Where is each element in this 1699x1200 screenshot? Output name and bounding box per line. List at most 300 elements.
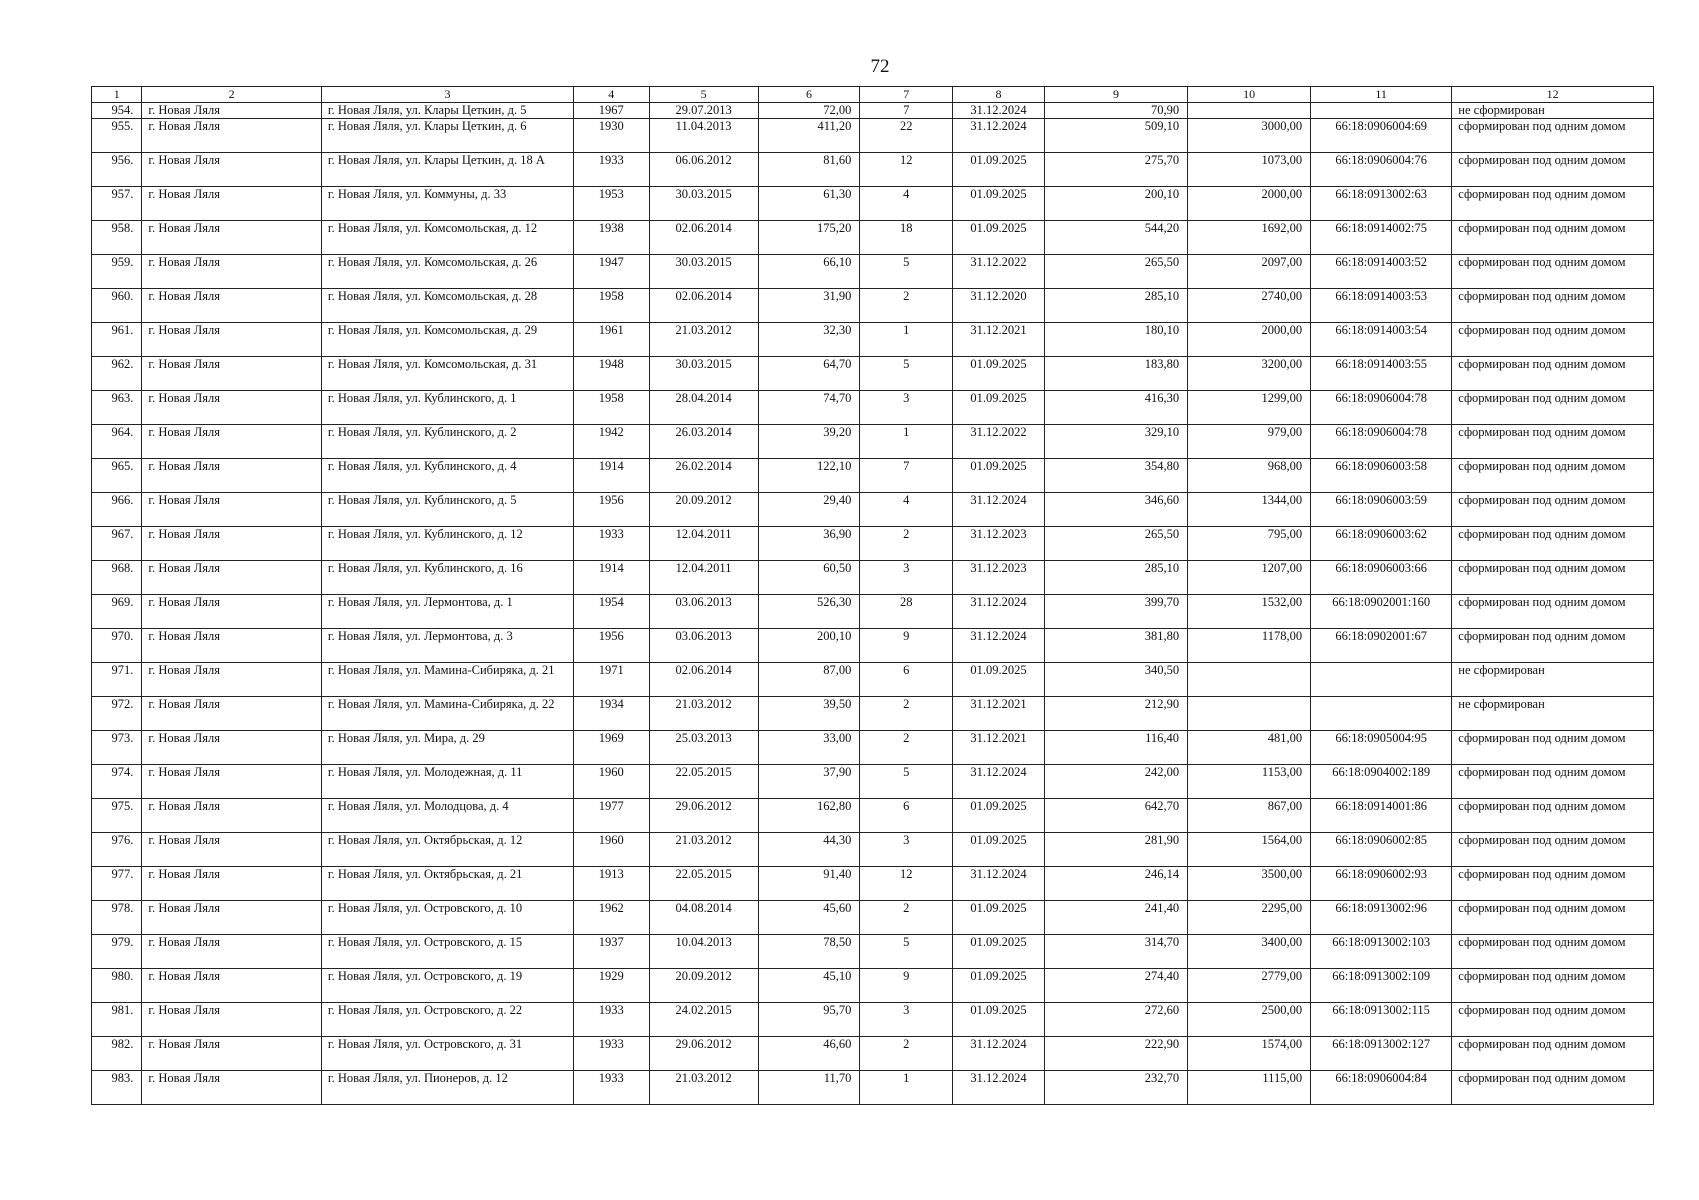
deadline-date-cell: 31.12.2021 — [953, 697, 1045, 731]
settlement-cell: г. Новая Ляля — [142, 323, 321, 357]
cadastral-number-cell: 66:18:0906003:62 — [1311, 527, 1452, 561]
cadastral-number-cell: 66:18:0906004:76 — [1311, 153, 1452, 187]
total-area-cell: 281,90 — [1044, 833, 1187, 867]
row-number-cell: 954. — [92, 103, 142, 119]
area-cell: 11,70 — [758, 1071, 860, 1105]
build-year-cell: 1960 — [573, 765, 649, 799]
settlement-cell: г. Новая Ляля — [142, 221, 321, 255]
area-cell: 61,30 — [758, 187, 860, 221]
row-number-cell: 979. — [92, 935, 142, 969]
row-number-cell: 976. — [92, 833, 142, 867]
land-status-cell: сформирован под одним домом — [1452, 901, 1654, 935]
total-area-cell: 642,70 — [1044, 799, 1187, 833]
residents-cell: 12 — [860, 153, 953, 187]
build-year-cell: 1933 — [573, 527, 649, 561]
area-cell: 74,70 — [758, 391, 860, 425]
column-index-row — [92, 87, 1654, 103]
total-area-cell: 354,80 — [1044, 459, 1187, 493]
total-area-cell: 285,10 — [1044, 289, 1187, 323]
residents-cell: 5 — [860, 765, 953, 799]
land-status-cell: сформирован под одним домом — [1452, 153, 1654, 187]
address-cell: г. Новая Ляля, ул. Комсомольская, д. 28 — [321, 289, 573, 323]
area-cell: 31,90 — [758, 289, 860, 323]
cadastral-number-cell: 66:18:0913002:115 — [1311, 1003, 1452, 1037]
settlement-cell: г. Новая Ляля — [142, 935, 321, 969]
area-cell: 411,20 — [758, 119, 860, 153]
area-cell: 526,30 — [758, 595, 860, 629]
table-row — [92, 1071, 1654, 1105]
row-number-cell: 983. — [92, 1071, 142, 1105]
land-status-cell: сформирован под одним домом — [1452, 221, 1654, 255]
deadline-date-cell: 31.12.2024 — [953, 103, 1045, 119]
build-year-cell: 1971 — [573, 663, 649, 697]
land-status-cell: сформирован под одним домом — [1452, 969, 1654, 1003]
address-cell: г. Новая Ляля, ул. Молодцова, д. 4 — [321, 799, 573, 833]
area-cell: 122,10 — [758, 459, 860, 493]
residents-cell: 28 — [860, 595, 953, 629]
residents-cell: 3 — [860, 391, 953, 425]
total-area-cell: 275,70 — [1044, 153, 1187, 187]
deadline-date-cell: 31.12.2022 — [953, 255, 1045, 289]
deadline-date-cell: 01.09.2025 — [953, 391, 1045, 425]
row-number-cell: 973. — [92, 731, 142, 765]
settlement-cell: г. Новая Ляля — [142, 187, 321, 221]
table-row — [92, 799, 1654, 833]
total-area-cell: 222,90 — [1044, 1037, 1187, 1071]
cadastral-number-cell: 66:18:0902001:160 — [1311, 595, 1452, 629]
area-cell: 81,60 — [758, 153, 860, 187]
address-cell: г. Новая Ляля, ул. Клары Цеткин, д. 5 — [321, 103, 573, 119]
row-number-cell: 960. — [92, 289, 142, 323]
residents-cell: 5 — [860, 935, 953, 969]
inspection-date-cell: 29.06.2012 — [649, 799, 758, 833]
row-number-cell: 965. — [92, 459, 142, 493]
land-status-cell: сформирован под одним домом — [1452, 629, 1654, 663]
total-area-cell: 544,20 — [1044, 221, 1187, 255]
table-row — [92, 323, 1654, 357]
area-cell: 95,70 — [758, 1003, 860, 1037]
row-number-cell: 968. — [92, 561, 142, 595]
inspection-date-cell: 30.03.2015 — [649, 357, 758, 391]
land-status-cell: сформирован под одним домом — [1452, 799, 1654, 833]
address-cell: г. Новая Ляля, ул. Кублинского, д. 1 — [321, 391, 573, 425]
row-number-cell: 969. — [92, 595, 142, 629]
deadline-date-cell: 31.12.2024 — [953, 1037, 1045, 1071]
total-area-cell: 70,90 — [1044, 103, 1187, 119]
settlement-cell: г. Новая Ляля — [142, 867, 321, 901]
column-index-12: 12 — [1452, 87, 1654, 103]
table-row — [92, 357, 1654, 391]
build-year-cell: 1934 — [573, 697, 649, 731]
build-year-cell: 1969 — [573, 731, 649, 765]
settlement-cell: г. Новая Ляля — [142, 119, 321, 153]
cadastral-number-cell: 66:18:0914003:55 — [1311, 357, 1452, 391]
settlement-cell: г. Новая Ляля — [142, 425, 321, 459]
land-area-cell: 1178,00 — [1188, 629, 1311, 663]
area-cell: 46,60 — [758, 1037, 860, 1071]
inspection-date-cell: 02.06.2014 — [649, 289, 758, 323]
residents-cell: 7 — [860, 103, 953, 119]
land-status-cell: сформирован под одним домом — [1452, 119, 1654, 153]
table-row — [92, 221, 1654, 255]
cadastral-number-cell — [1311, 697, 1452, 731]
residents-cell: 6 — [860, 663, 953, 697]
build-year-cell: 1929 — [573, 969, 649, 1003]
area-cell: 64,70 — [758, 357, 860, 391]
build-year-cell: 1956 — [573, 629, 649, 663]
row-number-cell: 964. — [92, 425, 142, 459]
total-area-cell: 329,10 — [1044, 425, 1187, 459]
row-number-cell: 962. — [92, 357, 142, 391]
total-area-cell: 416,30 — [1044, 391, 1187, 425]
address-cell: г. Новая Ляля, ул. Октябрьская, д. 21 — [321, 867, 573, 901]
residents-cell: 3 — [860, 561, 953, 595]
row-number-cell: 958. — [92, 221, 142, 255]
land-area-cell: 2097,00 — [1188, 255, 1311, 289]
total-area-cell: 242,00 — [1044, 765, 1187, 799]
land-status-cell: сформирован под одним домом — [1452, 1071, 1654, 1105]
total-area-cell: 272,60 — [1044, 1003, 1187, 1037]
column-index-5: 5 — [649, 87, 758, 103]
land-area-cell: 2740,00 — [1188, 289, 1311, 323]
land-area-cell — [1188, 103, 1311, 119]
column-index-3: 3 — [321, 87, 573, 103]
cadastral-number-cell: 66:18:0906003:66 — [1311, 561, 1452, 595]
land-area-cell: 1153,00 — [1188, 765, 1311, 799]
table-row — [92, 595, 1654, 629]
build-year-cell: 1938 — [573, 221, 649, 255]
land-area-cell: 3000,00 — [1188, 119, 1311, 153]
land-status-cell: сформирован под одним домом — [1452, 323, 1654, 357]
cadastral-number-cell: 66:18:0906002:85 — [1311, 833, 1452, 867]
address-cell: г. Новая Ляля, ул. Пионеров, д. 12 — [321, 1071, 573, 1105]
address-cell: г. Новая Ляля, ул. Комсомольская, д. 12 — [321, 221, 573, 255]
inspection-date-cell: 12.04.2011 — [649, 527, 758, 561]
deadline-date-cell: 31.12.2024 — [953, 867, 1045, 901]
settlement-cell: г. Новая Ляля — [142, 255, 321, 289]
inspection-date-cell: 20.09.2012 — [649, 969, 758, 1003]
inspection-date-cell: 02.06.2014 — [649, 221, 758, 255]
build-year-cell: 1967 — [573, 103, 649, 119]
build-year-cell: 1961 — [573, 323, 649, 357]
inspection-date-cell: 12.04.2011 — [649, 561, 758, 595]
address-cell: г. Новая Ляля, ул. Островского, д. 31 — [321, 1037, 573, 1071]
residents-cell: 1 — [860, 323, 953, 357]
land-status-cell: сформирован под одним домом — [1452, 935, 1654, 969]
table-row — [92, 833, 1654, 867]
area-cell: 36,90 — [758, 527, 860, 561]
address-cell: г. Новая Ляля, ул. Мамина-Сибиряка, д. 22 — [321, 697, 573, 731]
settlement-cell: г. Новая Ляля — [142, 527, 321, 561]
land-status-cell: сформирован под одним домом — [1452, 527, 1654, 561]
address-cell: г. Новая Ляля, ул. Лермонтова, д. 1 — [321, 595, 573, 629]
address-cell: г. Новая Ляля, ул. Клары Цеткин, д. 18 А — [321, 153, 573, 187]
deadline-date-cell: 01.09.2025 — [953, 357, 1045, 391]
total-area-cell: 265,50 — [1044, 527, 1187, 561]
area-cell: 66,10 — [758, 255, 860, 289]
settlement-cell: г. Новая Ляля — [142, 697, 321, 731]
cadastral-number-cell: 66:18:0913002:109 — [1311, 969, 1452, 1003]
table-row — [92, 629, 1654, 663]
settlement-cell: г. Новая Ляля — [142, 357, 321, 391]
residents-cell: 3 — [860, 833, 953, 867]
land-area-cell: 3400,00 — [1188, 935, 1311, 969]
land-status-cell: сформирован под одним домом — [1452, 595, 1654, 629]
settlement-cell: г. Новая Ляля — [142, 969, 321, 1003]
inspection-date-cell: 25.03.2013 — [649, 731, 758, 765]
address-cell: г. Новая Ляля, ул. Островского, д. 10 — [321, 901, 573, 935]
deadline-date-cell: 31.12.2021 — [953, 323, 1045, 357]
land-status-cell: сформирован под одним домом — [1452, 425, 1654, 459]
inspection-date-cell: 03.06.2013 — [649, 629, 758, 663]
area-cell: 45,10 — [758, 969, 860, 1003]
deadline-date-cell: 01.09.2025 — [953, 833, 1045, 867]
area-cell: 33,00 — [758, 731, 860, 765]
total-area-cell: 285,10 — [1044, 561, 1187, 595]
inspection-date-cell: 22.05.2015 — [649, 765, 758, 799]
inspection-date-cell: 04.08.2014 — [649, 901, 758, 935]
address-cell: г. Новая Ляля, ул. Островского, д. 22 — [321, 1003, 573, 1037]
cadastral-number-cell: 66:18:0906004:69 — [1311, 119, 1452, 153]
column-index-11: 11 — [1311, 87, 1452, 103]
area-cell: 29,40 — [758, 493, 860, 527]
inspection-date-cell: 22.05.2015 — [649, 867, 758, 901]
area-cell: 32,30 — [758, 323, 860, 357]
column-index-8: 8 — [953, 87, 1045, 103]
table-row — [92, 255, 1654, 289]
build-year-cell: 1956 — [573, 493, 649, 527]
row-number-cell: 959. — [92, 255, 142, 289]
row-number-cell: 982. — [92, 1037, 142, 1071]
settlement-cell: г. Новая Ляля — [142, 833, 321, 867]
area-cell: 200,10 — [758, 629, 860, 663]
settlement-cell: г. Новая Ляля — [142, 391, 321, 425]
total-area-cell: 340,50 — [1044, 663, 1187, 697]
cadastral-number-cell: 66:18:0906004:84 — [1311, 1071, 1452, 1105]
settlement-cell: г. Новая Ляля — [142, 731, 321, 765]
cadastral-number-cell: 66:18:0905004:95 — [1311, 731, 1452, 765]
address-cell: г. Новая Ляля, ул. Островского, д. 19 — [321, 969, 573, 1003]
land-area-cell: 867,00 — [1188, 799, 1311, 833]
land-status-cell: не сформирован — [1452, 663, 1654, 697]
settlement-cell: г. Новая Ляля — [142, 1071, 321, 1105]
row-number-cell: 961. — [92, 323, 142, 357]
row-number-cell: 971. — [92, 663, 142, 697]
settlement-cell: г. Новая Ляля — [142, 459, 321, 493]
inspection-date-cell: 26.02.2014 — [649, 459, 758, 493]
land-area-cell: 2295,00 — [1188, 901, 1311, 935]
table-row — [92, 119, 1654, 153]
land-status-cell: сформирован под одним домом — [1452, 765, 1654, 799]
table-row — [92, 459, 1654, 493]
land-status-cell: не сформирован — [1452, 697, 1654, 731]
cadastral-number-cell: 66:18:0914003:54 — [1311, 323, 1452, 357]
cadastral-number-cell: 66:18:0906003:59 — [1311, 493, 1452, 527]
deadline-date-cell: 01.09.2025 — [953, 969, 1045, 1003]
address-cell: г. Новая Ляля, ул. Коммуны, д. 33 — [321, 187, 573, 221]
residents-cell: 5 — [860, 357, 953, 391]
cadastral-number-cell: 66:18:0914003:53 — [1311, 289, 1452, 323]
residents-cell: 9 — [860, 969, 953, 1003]
table-row — [92, 969, 1654, 1003]
address-cell: г. Новая Ляля, ул. Кублинского, д. 5 — [321, 493, 573, 527]
area-cell: 72,00 — [758, 103, 860, 119]
cadastral-number-cell: 66:18:0914002:75 — [1311, 221, 1452, 255]
housing-table — [91, 86, 1654, 1105]
land-area-cell: 2779,00 — [1188, 969, 1311, 1003]
page-number: 72 — [870, 56, 890, 77]
land-area-cell: 979,00 — [1188, 425, 1311, 459]
table-row — [92, 289, 1654, 323]
cadastral-number-cell: 66:18:0913002:127 — [1311, 1037, 1452, 1071]
area-cell: 37,90 — [758, 765, 860, 799]
build-year-cell: 1962 — [573, 901, 649, 935]
area-cell: 78,50 — [758, 935, 860, 969]
column-index-6: 6 — [758, 87, 860, 103]
table-row — [92, 867, 1654, 901]
total-area-cell: 274,40 — [1044, 969, 1187, 1003]
total-area-cell: 381,80 — [1044, 629, 1187, 663]
total-area-cell: 246,14 — [1044, 867, 1187, 901]
residents-cell: 6 — [860, 799, 953, 833]
total-area-cell: 314,70 — [1044, 935, 1187, 969]
address-cell: г. Новая Ляля, ул. Лермонтова, д. 3 — [321, 629, 573, 663]
deadline-date-cell: 31.12.2022 — [953, 425, 1045, 459]
table-row — [92, 187, 1654, 221]
build-year-cell: 1933 — [573, 153, 649, 187]
table-row — [92, 663, 1654, 697]
inspection-date-cell: 24.02.2015 — [649, 1003, 758, 1037]
inspection-date-cell: 29.07.2013 — [649, 103, 758, 119]
land-area-cell: 1344,00 — [1188, 493, 1311, 527]
inspection-date-cell: 20.09.2012 — [649, 493, 758, 527]
cadastral-number-cell: 66:18:0904002:189 — [1311, 765, 1452, 799]
total-area-cell: 241,40 — [1044, 901, 1187, 935]
area-cell: 39,50 — [758, 697, 860, 731]
settlement-cell: г. Новая Ляля — [142, 1037, 321, 1071]
residents-cell: 2 — [860, 1037, 953, 1071]
total-area-cell: 509,10 — [1044, 119, 1187, 153]
inspection-date-cell: 28.04.2014 — [649, 391, 758, 425]
deadline-date-cell: 01.09.2025 — [953, 459, 1045, 493]
land-area-cell: 1115,00 — [1188, 1071, 1311, 1105]
settlement-cell: г. Новая Ляля — [142, 799, 321, 833]
deadline-date-cell: 01.09.2025 — [953, 187, 1045, 221]
settlement-cell: г. Новая Ляля — [142, 629, 321, 663]
total-area-cell: 212,90 — [1044, 697, 1187, 731]
table-row — [92, 1037, 1654, 1071]
build-year-cell: 1933 — [573, 1071, 649, 1105]
land-area-cell: 2500,00 — [1188, 1003, 1311, 1037]
deadline-date-cell: 01.09.2025 — [953, 799, 1045, 833]
residents-cell: 1 — [860, 1071, 953, 1105]
row-number-cell: 963. — [92, 391, 142, 425]
land-status-cell: сформирован под одним домом — [1452, 357, 1654, 391]
column-index-2: 2 — [142, 87, 321, 103]
address-cell: г. Новая Ляля, ул. Кублинского, д. 4 — [321, 459, 573, 493]
table-row — [92, 697, 1654, 731]
land-status-cell: сформирован под одним домом — [1452, 459, 1654, 493]
build-year-cell: 1914 — [573, 459, 649, 493]
deadline-date-cell: 31.12.2023 — [953, 561, 1045, 595]
address-cell: г. Новая Ляля, ул. Кублинского, д. 2 — [321, 425, 573, 459]
deadline-date-cell: 01.09.2025 — [953, 901, 1045, 935]
table-row — [92, 103, 1654, 119]
inspection-date-cell: 30.03.2015 — [649, 255, 758, 289]
address-cell: г. Новая Ляля, ул. Кублинского, д. 16 — [321, 561, 573, 595]
settlement-cell: г. Новая Ляля — [142, 595, 321, 629]
settlement-cell: г. Новая Ляля — [142, 1003, 321, 1037]
inspection-date-cell: 02.06.2014 — [649, 663, 758, 697]
cadastral-number-cell: 66:18:0914003:52 — [1311, 255, 1452, 289]
residents-cell: 4 — [860, 187, 953, 221]
row-number-cell: 981. — [92, 1003, 142, 1037]
area-cell: 175,20 — [758, 221, 860, 255]
address-cell: г. Новая Ляля, ул. Комсомольская, д. 31 — [321, 357, 573, 391]
column-index-1: 1 — [92, 87, 142, 103]
inspection-date-cell: 10.04.2013 — [649, 935, 758, 969]
land-area-cell: 1073,00 — [1188, 153, 1311, 187]
deadline-date-cell: 01.09.2025 — [953, 663, 1045, 697]
cadastral-number-cell: 66:18:0913002:96 — [1311, 901, 1452, 935]
inspection-date-cell: 30.03.2015 — [649, 187, 758, 221]
build-year-cell: 1942 — [573, 425, 649, 459]
row-number-cell: 977. — [92, 867, 142, 901]
deadline-date-cell: 31.12.2020 — [953, 289, 1045, 323]
column-index-9: 9 — [1044, 87, 1187, 103]
land-status-cell: сформирован под одним домом — [1452, 187, 1654, 221]
area-cell: 162,80 — [758, 799, 860, 833]
land-status-cell: сформирован под одним домом — [1452, 561, 1654, 595]
row-number-cell: 956. — [92, 153, 142, 187]
row-number-cell: 974. — [92, 765, 142, 799]
settlement-cell: г. Новая Ляля — [142, 103, 321, 119]
total-area-cell: 399,70 — [1044, 595, 1187, 629]
area-cell: 45,60 — [758, 901, 860, 935]
residents-cell: 12 — [860, 867, 953, 901]
deadline-date-cell: 31.12.2024 — [953, 1071, 1045, 1105]
build-year-cell: 1914 — [573, 561, 649, 595]
build-year-cell: 1958 — [573, 391, 649, 425]
row-number-cell: 975. — [92, 799, 142, 833]
land-area-cell: 1692,00 — [1188, 221, 1311, 255]
build-year-cell: 1930 — [573, 119, 649, 153]
cadastral-number-cell — [1311, 103, 1452, 119]
table-row — [92, 561, 1654, 595]
address-cell: г. Новая Ляля, ул. Мамина-Сибиряка, д. 21 — [321, 663, 573, 697]
deadline-date-cell: 31.12.2023 — [953, 527, 1045, 561]
table-row — [92, 391, 1654, 425]
deadline-date-cell: 31.12.2024 — [953, 629, 1045, 663]
deadline-date-cell: 01.09.2025 — [953, 153, 1045, 187]
table-row — [92, 1003, 1654, 1037]
residents-cell: 9 — [860, 629, 953, 663]
inspection-date-cell: 21.03.2012 — [649, 833, 758, 867]
total-area-cell: 116,40 — [1044, 731, 1187, 765]
build-year-cell: 1948 — [573, 357, 649, 391]
total-area-cell: 346,60 — [1044, 493, 1187, 527]
deadline-date-cell: 31.12.2024 — [953, 493, 1045, 527]
row-number-cell: 980. — [92, 969, 142, 1003]
land-status-cell: сформирован под одним домом — [1452, 289, 1654, 323]
build-year-cell: 1933 — [573, 1037, 649, 1071]
land-area-cell: 1532,00 — [1188, 595, 1311, 629]
row-number-cell: 972. — [92, 697, 142, 731]
settlement-cell: г. Новая Ляля — [142, 561, 321, 595]
column-index-4: 4 — [573, 87, 649, 103]
residents-cell: 1 — [860, 425, 953, 459]
area-cell: 44,30 — [758, 833, 860, 867]
